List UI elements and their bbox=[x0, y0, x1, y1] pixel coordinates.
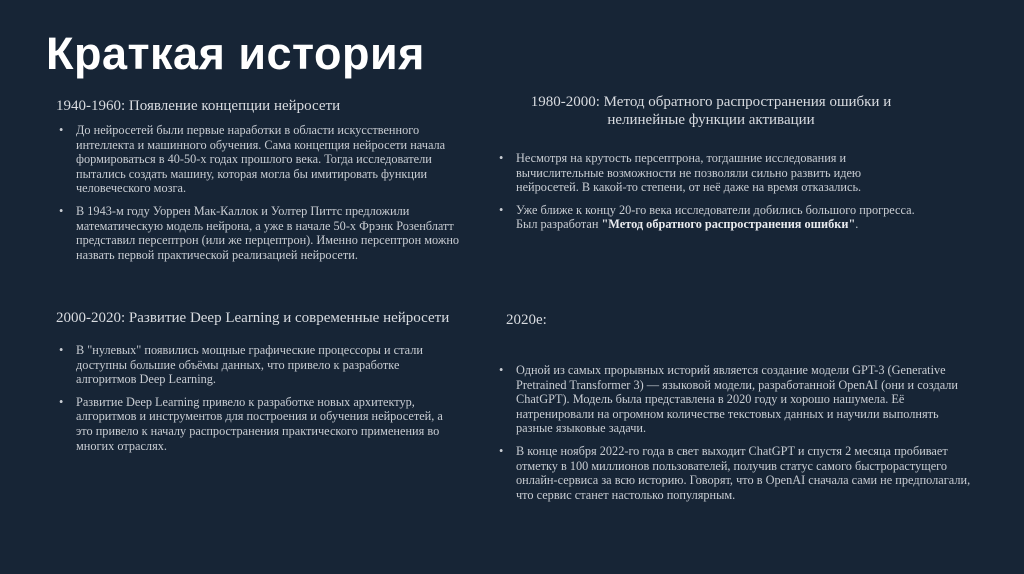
bullet-list bbox=[56, 123, 476, 262]
section-heading: 2020е: bbox=[506, 312, 547, 328]
list-item: • В конце ноября 2022-го года в свет выходит ChatGPT и спустя 2 месяца пробивает отметку в 100 миллионов пользователей, получив статус самого быстрорастущего онлайн-сервиса за всю историю. Говорят, что в OpenAI сначала сами не предполагали, что сервис станет настолько популярным. bbox=[496, 444, 976, 502]
list-item bbox=[496, 203, 926, 232]
list-item: • В "нулевых" появились мощные графические процессоры и стали доступны большие объёмы данных, что привело к разработке алгоритмов Deep Learning. bbox=[56, 343, 456, 387]
page-title: Краткая история bbox=[46, 28, 425, 79]
section-1980-2000 bbox=[496, 93, 926, 240]
section-heading: 1940-1960: Появление концепции нейросети bbox=[56, 98, 341, 114]
section-heading: 2000-2020: Развитие Deep Learning и современные нейросети bbox=[56, 310, 450, 326]
section-2020s bbox=[496, 311, 976, 510]
section-1940-1960 bbox=[56, 97, 476, 270]
bullet-list bbox=[496, 151, 926, 232]
bullet-list bbox=[56, 343, 456, 453]
bullet-list bbox=[496, 363, 976, 502]
section-2000-2020 bbox=[56, 309, 456, 461]
list-item: • Одной из самых прорывных историй является создание модели GPT-3 (Generative Pretrained Transformer 3) — языковой модели, разработанной OpenAI (они и создали ChatGPT). Модель была представлена в 2020 году и хорошо нашумела. Её натренировали на огромном количестве текстовых данных и научили выполнять разные языковые задачи. bbox=[496, 363, 976, 436]
list-item: • В 1943-м году Уоррен Мак-Каллок и Уолтер Питтс предложили математическую модель нейрона, а уже в начале 50-х Фрэнк Розенблатт представил персептрон (или же перцептрон). Именно персептрон можно назвать первой практической реализацией нейросети. bbox=[56, 204, 476, 262]
section-heading: 1980-2000: Метод обратного распространения ошибки и нелинейные функции активации bbox=[530, 94, 892, 128]
list-item: • Развитие Deep Learning привело к разработке новых архитектур, алгоритмов и инструментов для построения и обучения нейросетей, а это привело к началу распространения практического применения во многих отраслях. bbox=[56, 395, 456, 453]
list-item-text: Уже ближе к концу 20-го века исследователи добились большого прогресса. Был разработан bbox=[516, 202, 915, 232]
list-item: • Несмотря на крутость персептрона, тогдашние исследования и вычислительные возможности не позволяли сильно развить идею нейросетей. В какой-то степени, от неё даже на время отказались. bbox=[496, 151, 926, 195]
list-item-text-end: . bbox=[855, 217, 859, 232]
list-item: • До нейросетей были первые наработки в области искусственного интеллекта и машинного обучения. Сама концепция нейросети начала формироваться в 40-50-х годах прошлого века. Тогда исследователи пытались создать машину, которая могла бы имитировать функции человеческого мозга. bbox=[56, 123, 476, 196]
list-item-bold-text: "Метод обратного распространения ошибки" bbox=[601, 217, 856, 232]
